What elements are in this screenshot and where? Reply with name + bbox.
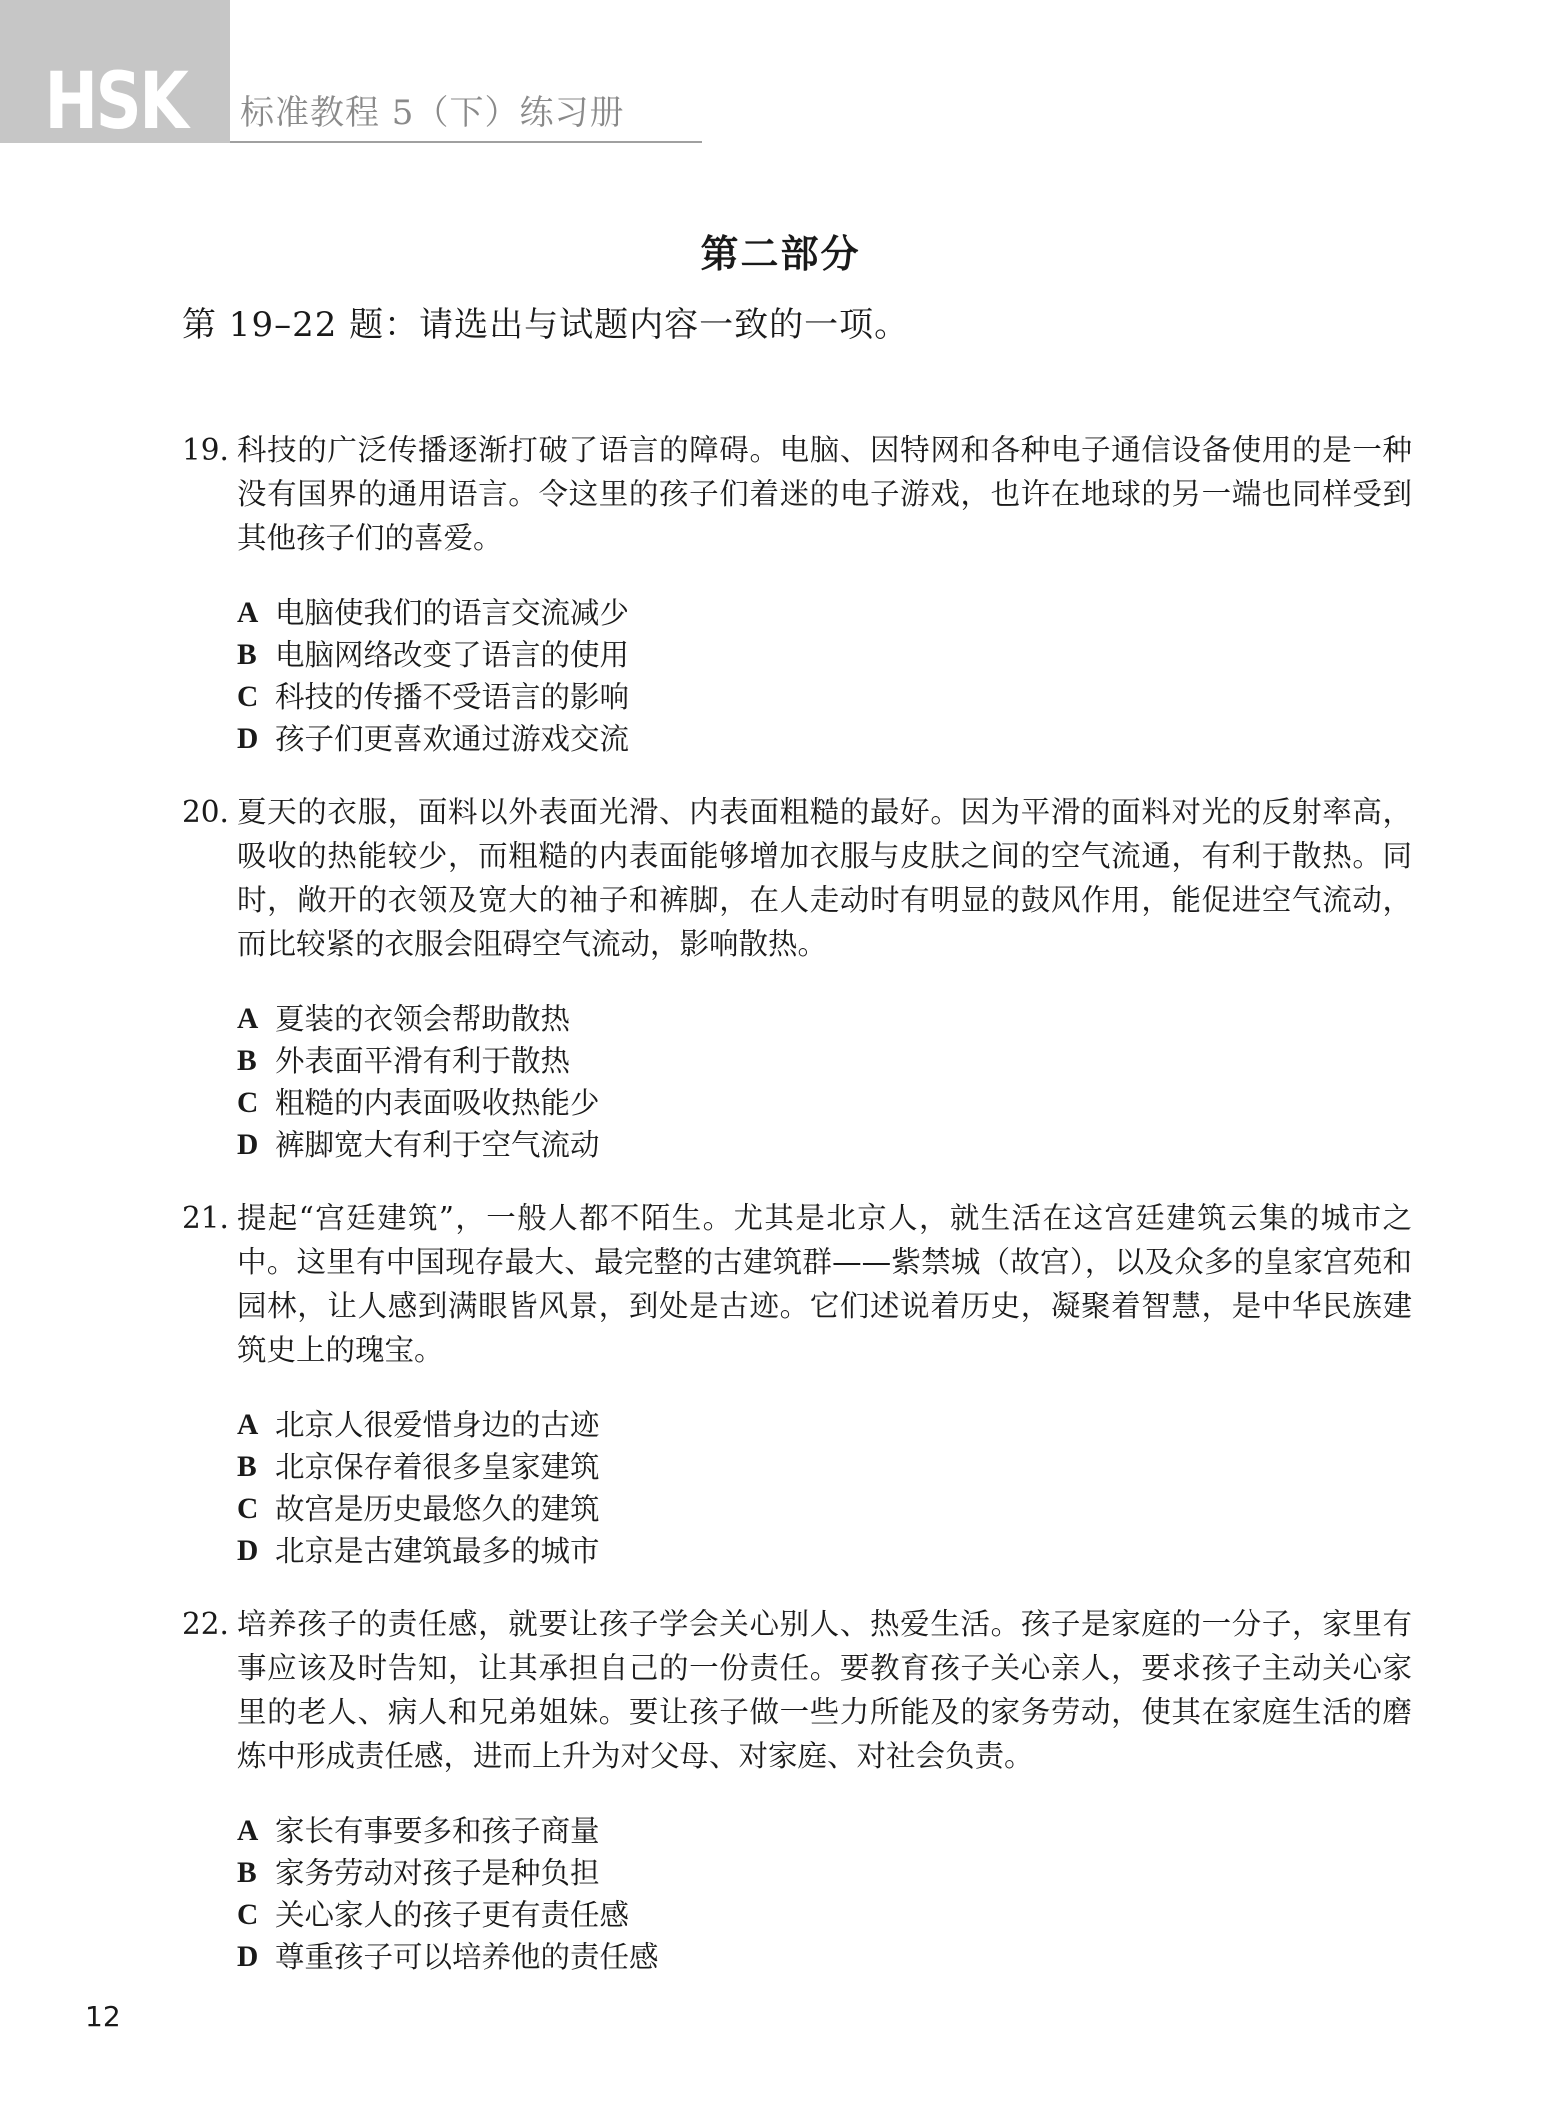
option-letter: B: [237, 1045, 257, 1077]
option-text: 科技的传播不受语言的影响: [275, 680, 630, 714]
question-body: 提起“宫廷建筑”，一般人都不陌生。尤其是北京人，就生活在这宫廷建筑云集的城市之中。这里有中国现存最大、最完整的古建筑群——紫禁城（故宫），以及众多的皇家宫苑和园林，让人感到满眼皆风景，到处是古迹。它们述说着历史，凝聚着智慧，是中华民族建筑史上的瑰宝。: [237, 1201, 1412, 1367]
option-text: 家务劳动对孩子是种负担: [275, 1856, 600, 1890]
option-a[interactable]: [237, 592, 1412, 634]
option-c[interactable]: [237, 1894, 1412, 1936]
question-gap: [182, 1572, 1412, 1602]
option-letter: B: [237, 1451, 257, 1483]
option-text: 裤脚宽大有利于空气流动: [275, 1128, 600, 1162]
option-list: [182, 1810, 1412, 1978]
option-letter: C: [237, 1087, 259, 1119]
option-letter: B: [237, 639, 257, 671]
question-text: [182, 1602, 1412, 1778]
option-text: 夏装的衣领会帮助散热: [275, 1002, 571, 1036]
option-b[interactable]: [237, 1852, 1412, 1894]
hsk-logo-block: [0, 0, 230, 147]
question-list: [182, 428, 1412, 1978]
question-text: [182, 428, 1412, 560]
option-text: 家长有事要多和孩子商量: [275, 1814, 600, 1848]
option-list: [182, 998, 1412, 1166]
option-d[interactable]: [237, 1530, 1412, 1572]
option-letter: D: [237, 1535, 259, 1567]
option-b[interactable]: [237, 1446, 1412, 1488]
option-text: 电脑使我们的语言交流减少: [275, 596, 630, 630]
option-letter: D: [237, 723, 259, 755]
question-22: [182, 1602, 1412, 1978]
option-letter: A: [237, 597, 259, 629]
option-text: 粗糙的内表面吸收热能少: [275, 1086, 600, 1120]
option-c[interactable]: [237, 676, 1412, 718]
section-title: 第二部分: [700, 231, 861, 276]
option-text: 故宫是历史最悠久的建筑: [275, 1492, 600, 1526]
option-text: 电脑网络改变了语言的使用: [275, 638, 630, 672]
question-body: 科技的广泛传播逐渐打破了语言的障碍。电脑、因特网和各种电子通信设备使用的是一种没有国界的通用语言。令这里的孩子们着迷的电子游戏，也许在地球的另一端也同样受到其他孩子们的喜爱。: [237, 433, 1412, 555]
option-a[interactable]: [237, 1810, 1412, 1852]
question-number: 21.: [182, 1201, 229, 1235]
page-number: 12: [85, 2000, 121, 2033]
option-letter: D: [237, 1941, 259, 1973]
option-d[interactable]: [237, 1936, 1412, 1978]
instruction: 第 19–22 题：请选出与试题内容一致的一项。: [182, 305, 910, 345]
question-21: [182, 1196, 1412, 1572]
question-number: 19.: [182, 433, 229, 467]
option-letter: C: [237, 1493, 259, 1525]
option-letter: A: [237, 1003, 259, 1035]
option-text: 尊重孩子可以培养他的责任感: [275, 1940, 659, 1974]
option-c[interactable]: [237, 1488, 1412, 1530]
book-title: 标准教程 5（下）练习册: [240, 93, 625, 133]
option-text: 北京人很爱惜身边的古迹: [275, 1408, 600, 1442]
question-gap: [182, 1166, 1412, 1196]
option-text: 北京是古建筑最多的城市: [275, 1534, 600, 1568]
option-letter: B: [237, 1857, 257, 1889]
option-letter: A: [237, 1409, 259, 1441]
option-letter: C: [237, 1899, 259, 1931]
question-text: [182, 1196, 1412, 1372]
option-a[interactable]: [237, 1404, 1412, 1446]
hsk-logo: HSK: [44, 57, 186, 147]
option-letter: D: [237, 1129, 259, 1161]
option-c[interactable]: [237, 1082, 1412, 1124]
option-a[interactable]: [237, 998, 1412, 1040]
option-letter: A: [237, 1815, 259, 1847]
option-letter: C: [237, 681, 259, 713]
question-gap: [182, 760, 1412, 790]
option-d[interactable]: [237, 1124, 1412, 1166]
option-b[interactable]: [237, 634, 1412, 676]
header-rule: [230, 141, 702, 143]
option-text: 外表面平滑有利于散热: [275, 1044, 571, 1078]
option-text: 孩子们更喜欢通过游戏交流: [275, 722, 630, 756]
question-19: [182, 428, 1412, 760]
option-list: [182, 592, 1412, 760]
question-body: 培养孩子的责任感，就要让孩子学会关心别人、热爱生活。孩子是家庭的一分子，家里有事应该及时告知，让其承担自己的一份责任。要教育孩子关心亲人，要求孩子主动关心家里的老人、病人和兄弟姐妹。要让孩子做一些力所能及的家务劳动，使其在家庭生活的磨炼中形成责任感，进而上升为对父母、对家庭、对社会负责。: [237, 1607, 1412, 1773]
option-list: [182, 1404, 1412, 1572]
question-20: [182, 790, 1412, 1166]
question-text: [182, 790, 1412, 966]
option-b[interactable]: [237, 1040, 1412, 1082]
question-number: 20.: [182, 795, 229, 829]
question-number: 22.: [182, 1607, 229, 1641]
option-text: 北京保存着很多皇家建筑: [275, 1450, 600, 1484]
option-d[interactable]: [237, 718, 1412, 760]
option-text: 关心家人的孩子更有责任感: [275, 1898, 630, 1932]
question-body: 夏天的衣服，面料以外表面光滑、内表面粗糙的最好。因为平滑的面料对光的反射率高，吸收的热能较少，而粗糙的内表面能够增加衣服与皮肤之间的空气流通，有利于散热。同时，敞开的衣领及宽大的袖子和裤脚，在人走动时有明显的鼓风作用，能促进空气流动，而比较紧的衣服会阻碍空气流动，影响散热。: [237, 795, 1412, 961]
